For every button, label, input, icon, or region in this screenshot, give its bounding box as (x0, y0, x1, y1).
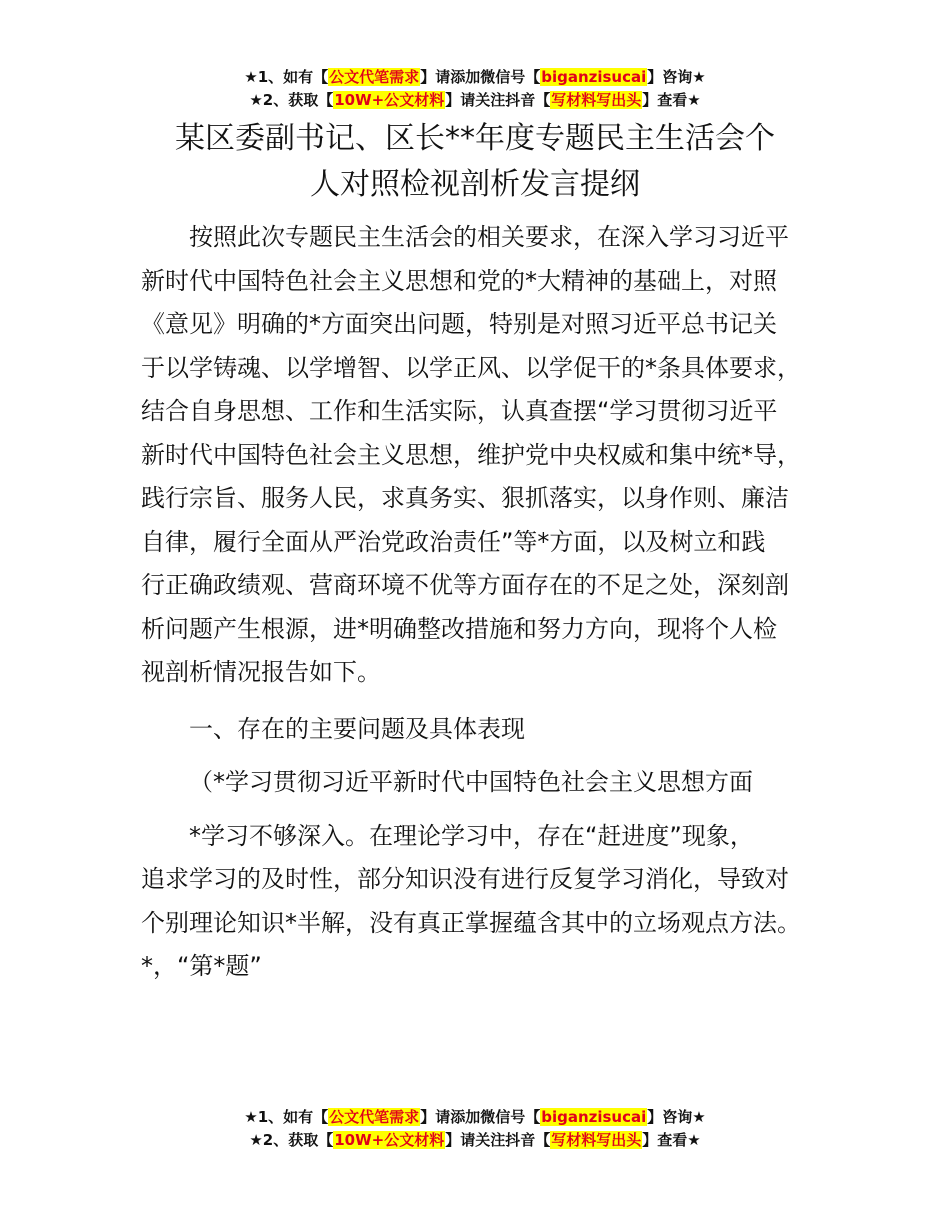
highlight-douyin-account: 写材料写出头 (551, 1131, 642, 1149)
footer-banner-line-1: ★1、如有【公文代笔需求】请添加微信号【biganzisucai】咨询★ (244, 1108, 706, 1126)
header-banner-line-2: ★2、获取【10W+公文材料】请关注抖音【写材料写出头】查看★ (249, 91, 701, 109)
intro-paragraph: 按照此次专题民主生活会的相关要求，在深入学习习近平 新时代中国特色社会主义思想和党的*大精神的基础上，对照 《意见》明确的*方面突出问题，特别是对照习近平总书记关 于以学铸魂、以学增智、以学正风、以学促干的*条具体要求， 结合自身思想、工作和生活实际，认真查摆“学习贯彻习近平 新时代中国特色社会主义思想，维护党中央权威和集中统*导， 践行宗旨、服务人民，求真务实、狠抓落实，以身作则、廉洁 自律，履行全面从严治党政治责任”等*方面，以及树立和践 行正确政绩观、营商环境不优等方面存在的不足之处，深刻剖 析问题产生根源，进*明确整改措施和努力方向，现将个人检 视剖析情况报告如下。 (141, 223, 801, 686)
title-line-2: 人对照检视剖析发言提纲 (310, 167, 640, 202)
highlight-ghostwriting: 公文代笔需求 (329, 1108, 420, 1126)
highlight-wechat-id: biganzisucai (541, 68, 647, 86)
header-banner (0, 66, 950, 112)
highlight-ghostwriting: 公文代笔需求 (329, 68, 420, 86)
document-body (141, 216, 831, 989)
header-banner-line-1: ★1、如有【公文代笔需求】请添加微信号【biganzisucai】咨询★ (244, 68, 706, 86)
subsection-heading-1: （*学习贯彻习近平新时代中国特色社会主义思想方面 (189, 768, 753, 796)
highlight-materials: 10W+公文材料 (334, 91, 445, 109)
document-title (100, 116, 850, 208)
point-paragraph-1: *学习不够深入。在理论学习中，存在“赶进度”现象， 追求学习的及时性，部分知识没有进行反复学习消化，导致对 个别理论知识*半解，没有真正掌握蕴含其中的立场观点方法。 *，“第*题” (141, 821, 801, 980)
highlight-materials: 10W+公文材料 (334, 1131, 445, 1149)
section-heading-1: 一、存在的主要问题及具体表现 (189, 714, 525, 743)
footer-banner-line-2: ★2、获取【10W+公文材料】请关注抖音【写材料写出头】查看★ (249, 1131, 701, 1149)
footer-banner (0, 1106, 950, 1152)
highlight-douyin-account: 写材料写出头 (551, 91, 642, 109)
highlight-wechat-id: biganzisucai (541, 1108, 647, 1126)
title-line-1: 某区委副书记、区长**年度专题民主生活会个 (175, 121, 775, 156)
